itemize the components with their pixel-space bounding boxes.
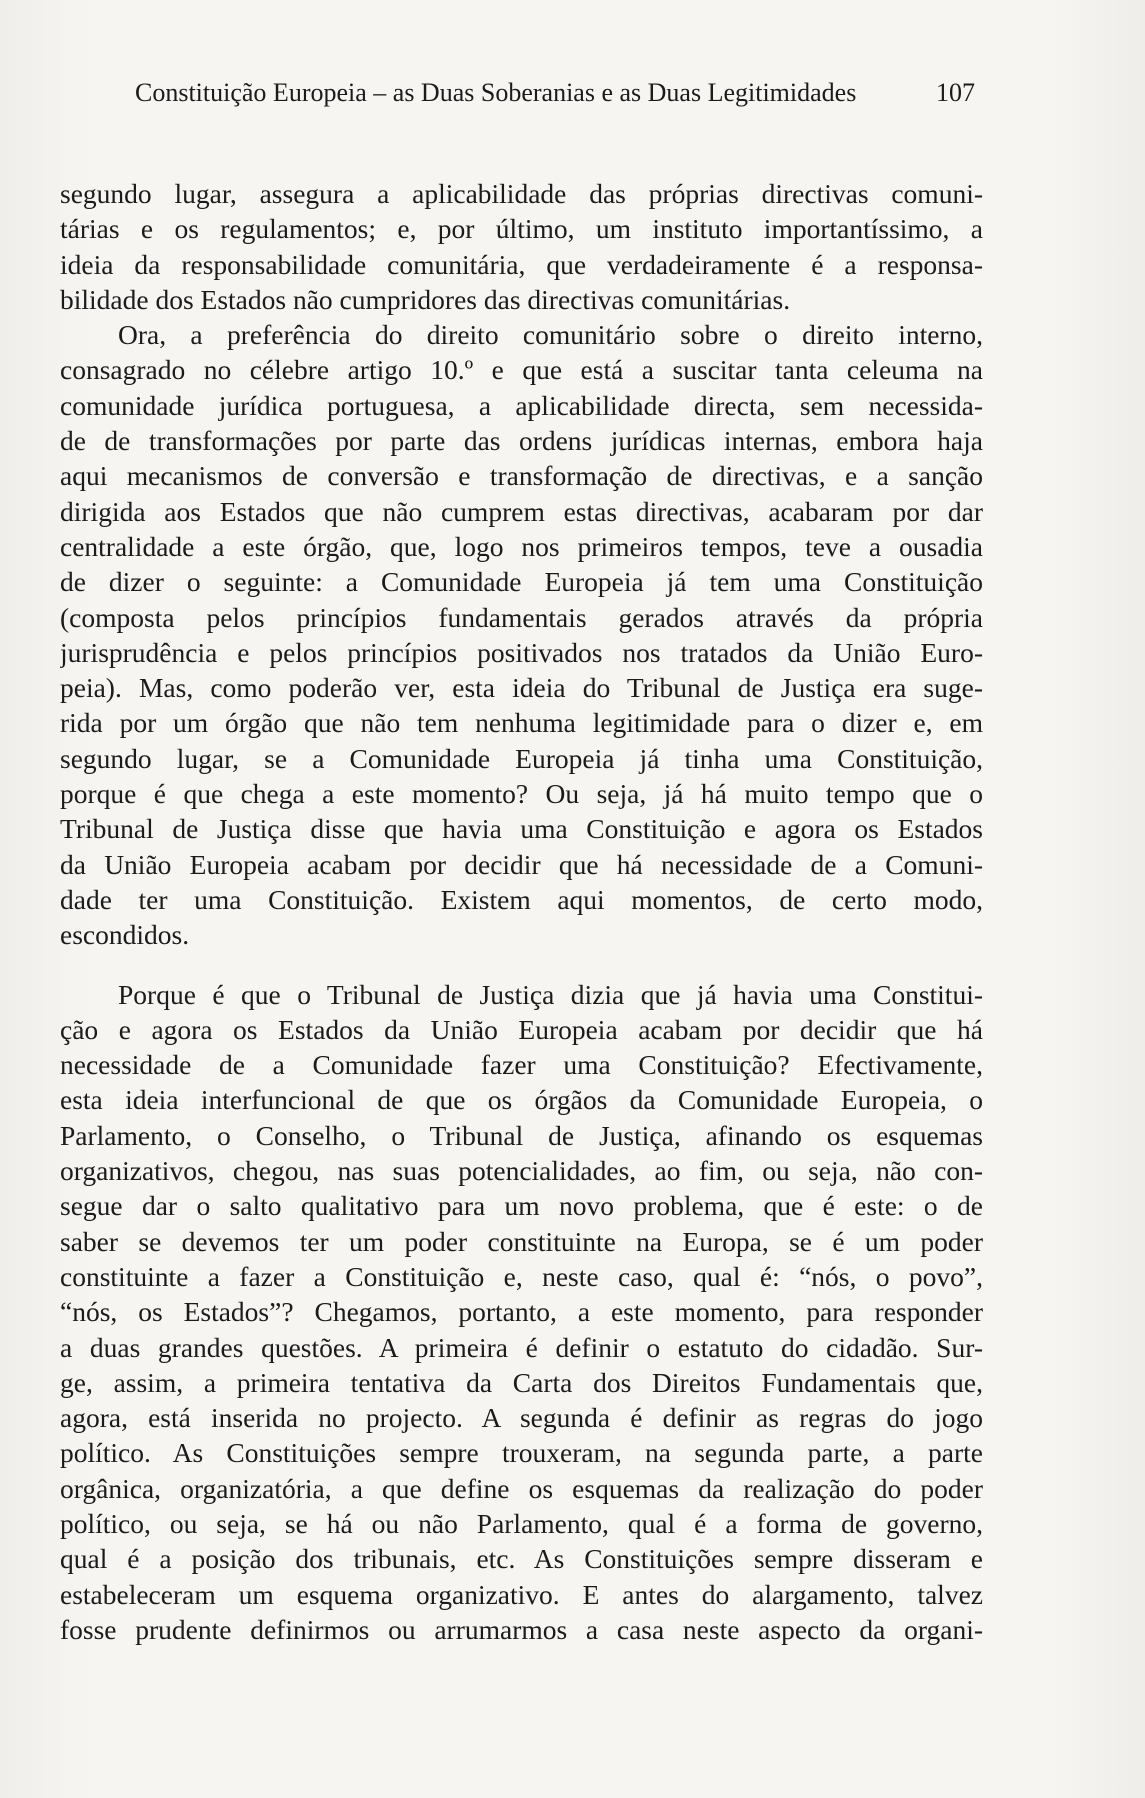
text-line: da União Europeia acabam por decidir que há necessidade de a Comuni- xyxy=(60,848,983,880)
text-line: ideia da responsabilidade comunitária, que verdadeiramente é a responsa- xyxy=(60,248,983,280)
text-line: Ora, a preferência do direito comunitário sobre o direito interno, xyxy=(118,319,983,351)
text-line: segue dar o salto qualitativo para um novo problema, que é este: o de xyxy=(60,1190,983,1222)
paragraph xyxy=(60,176,983,317)
text-line: Porque é que o Tribunal de Justiça dizia que já havia uma Constitui- xyxy=(118,978,983,1010)
text-line: segundo lugar, assegura a aplicabilidade das próprias directivas comuni- xyxy=(60,178,983,209)
text-line: aqui mecanismos de conversão e transformação de directivas, e a sanção xyxy=(60,460,983,492)
text-line: bilidade dos Estados não cumpridores das directivas comunitárias. xyxy=(60,283,791,315)
text-line: a duas grandes questões. A primeira é definir o estatuto do cidadão. Sur- xyxy=(60,1331,983,1363)
text-line: centralidade a este órgão, que, logo nos primeiros tempos, teve a ousadia xyxy=(60,530,983,562)
text-line: porque é que chega a este momento? Ou seja, já há muito tempo que o xyxy=(60,778,983,810)
page-number: 107 xyxy=(936,78,975,107)
text-line: agora, está inserida no projecto. A segunda é definir as regras do jogo xyxy=(60,1402,983,1434)
text-line: comunidade jurídica portuguesa, a aplicabilidade directa, sem necessida- xyxy=(60,389,983,421)
text-line: de dizer o seguinte: a Comunidade Europeia já tem uma Constituição xyxy=(60,566,983,598)
body-text xyxy=(60,176,983,1647)
text-line: consagrado no célebre artigo 10.º e que está a suscitar tanta celeuma na xyxy=(60,354,983,386)
header-title: Constituição Europeia – as Duas Soberanias e as Duas Legitimidades xyxy=(135,78,857,107)
text-line: peia). Mas, como poderão ver, esta ideia do Tribunal de Justiça era suge- xyxy=(60,672,983,704)
text-line: qual é a posição dos tribunais, etc. As Constituições sempre disseram e xyxy=(60,1543,983,1575)
text-line: esta ideia interfuncional de que os órgãos da Comunidade Europeia, o xyxy=(60,1084,983,1116)
text-line: Parlamento, o Conselho, o Tribunal de Justiça, afinando os esquemas xyxy=(60,1119,983,1151)
text-line: “nós, os Estados”? Chegamos, portanto, a este momento, para responder xyxy=(60,1296,983,1328)
text-line: organizativos, chegou, nas suas potencialidades, ao fim, ou seja, não con- xyxy=(60,1155,983,1187)
text-line: Tribunal de Justiça disse que havia uma Constituição e agora os Estados xyxy=(60,813,983,845)
paragraph xyxy=(60,977,983,1648)
text-line: necessidade de a Comunidade fazer uma Constituição? Efectivamente, xyxy=(60,1049,983,1081)
text-line: segundo lugar, se a Comunidade Europeia já tinha uma Constituição, xyxy=(60,742,983,774)
text-line: orgânica, organizatória, a que define os esquemas da realização do poder xyxy=(60,1472,983,1504)
text-line: ge, assim, a primeira tentativa da Carta dos Direitos Fundamentais que, xyxy=(60,1366,983,1398)
text-line: tárias e os regulamentos; e, por último, um instituto importantíssimo, a xyxy=(60,213,983,245)
text-line: dirigida aos Estados que não cumprem estas directivas, acabaram por dar xyxy=(60,495,983,527)
text-line: constituinte a fazer a Constituição e, neste caso, qual é: “nós, o povo”, xyxy=(60,1260,983,1292)
text-line: rida por um órgão que não tem nenhuma legitimidade para o dizer e, em xyxy=(60,707,983,739)
paragraph xyxy=(60,317,983,952)
text-line: jurisprudência e pelos princípios positivados nos tratados da União Euro- xyxy=(60,636,983,668)
text-line: saber se devemos ter um poder constituinte na Europa, se é um poder xyxy=(60,1225,983,1257)
text-line: dade ter uma Constituição. Existem aqui momentos, de certo modo, xyxy=(60,883,983,915)
text-line: estabeleceram um esquema organizativo. E antes do alargamento, talvez xyxy=(60,1578,983,1610)
text-line: político. As Constituições sempre trouxeram, na segunda parte, a parte xyxy=(60,1437,983,1469)
text-line: (composta pelos princípios fundamentais gerados através da própria xyxy=(60,601,983,633)
text-line: político, ou seja, se há ou não Parlamento, qual é a forma de governo, xyxy=(60,1507,983,1539)
paragraph-gap xyxy=(60,953,983,977)
text-line: fosse prudente definirmos ou arrumarmos a casa neste aspecto da organi- xyxy=(60,1613,983,1645)
text-line: ção e agora os Estados da União Europeia acabam por decidir que há xyxy=(60,1013,983,1045)
text-line: de de transformações por parte das ordens jurídicas internas, embora haja xyxy=(60,425,983,457)
text-line: escondidos. xyxy=(60,919,190,951)
